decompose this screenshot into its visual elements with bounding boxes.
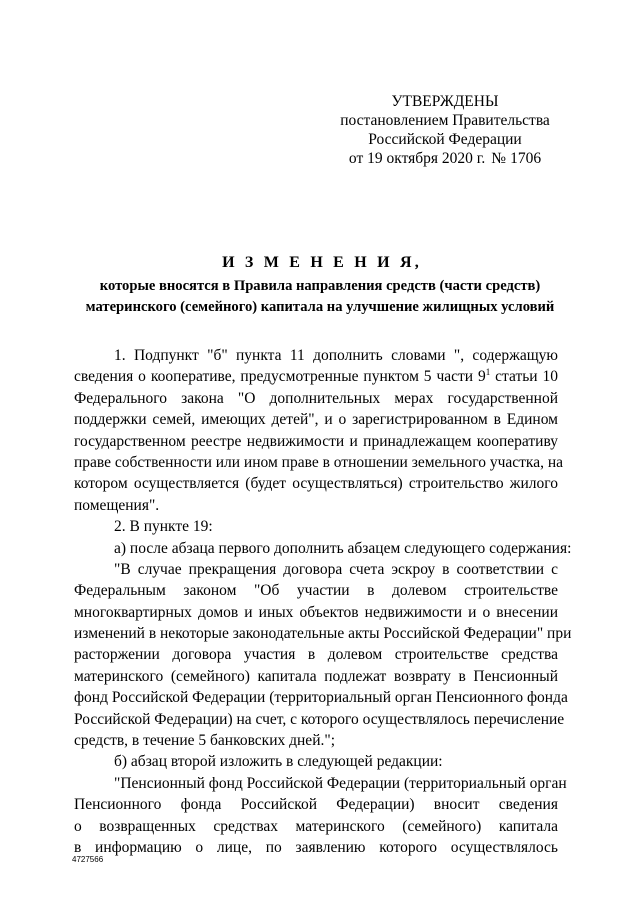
document-body xyxy=(74,345,572,858)
document-subtitle xyxy=(60,276,580,318)
body-line: фонд Российской Федерации (территориальный орган Пенсионного фонда xyxy=(74,689,568,707)
body-line: котором осуществляется (будет осуществляться) строительство жилого xyxy=(74,475,558,493)
body-line: материнского (семейного) капитала подлежат возврату в Пенсионный xyxy=(74,667,558,685)
subtitle-line: которые вносятся в Правила направления средств (части средств) xyxy=(99,278,541,294)
body-text: сведения о кооперативе, предусмотренные пунктом 5 части 9 xyxy=(74,368,486,386)
body-line: о возвращенных средствах материнского (семейного) капитала xyxy=(74,817,558,835)
body-line: праве собственности или ином праве в отношении земельного участка, на xyxy=(74,453,564,471)
body-line: поддержки семей, имеющих детей", и о зарегистрированном в Едином xyxy=(74,411,558,429)
body-line: государственном реестре недвижимости и принадлежащем кооперативу xyxy=(74,432,558,450)
body-line: а) после абзаца первого дополнить абзацем следующего содержания: xyxy=(114,539,572,557)
document-title: И З М Е Н Е Н И Я, xyxy=(222,254,422,271)
approval-date: от 19 октября 2020 г. xyxy=(348,150,486,167)
body-line: помещения". xyxy=(74,496,160,514)
subtitle-line: материнского (семейного) капитала на улучшение жилищных условий xyxy=(85,299,555,315)
approval-date-line xyxy=(340,149,550,168)
body-line: Российской Федерации) на счет, с которого осуществлялось перечисление xyxy=(74,710,565,728)
body-line xyxy=(74,366,558,387)
body-line: 2. В пункте 19: xyxy=(114,518,213,536)
body-line: 1. Подпункт "б" пункта 11 дополнить словами ", содержащую xyxy=(114,347,558,364)
body-line: расторжении договора участия в долевом строительстве средства xyxy=(74,646,558,664)
approval-line: постановлением Правительства xyxy=(340,112,550,129)
approval-stamp xyxy=(340,92,550,168)
body-line: многоквартирных домов и иных объектов недвижимости и о внесении xyxy=(74,603,558,621)
body-line: "Пенсионный фонд Российской Федерации (территориальный орган xyxy=(114,774,567,792)
approval-heading: УТВЕРЖДЕНЫ xyxy=(391,93,499,110)
body-line: б) абзац второй изложить в следующей редакции: xyxy=(114,753,443,771)
body-line: средств, в течение 5 банковских дней."; xyxy=(74,732,335,750)
approval-number: 1706 xyxy=(510,150,542,167)
number-sign: № xyxy=(491,150,507,167)
body-line: Федеральным законом "Об участии в долевом строительстве xyxy=(74,582,558,600)
body-line: Федерального закона "О дополнительных мерах государственной xyxy=(74,389,558,407)
body-text: статьи 10 xyxy=(490,368,558,386)
approval-line: Российской Федерации xyxy=(368,131,522,148)
body-line: изменений в некоторые законодательные акты Российской Федерации" при xyxy=(74,625,572,643)
superscript: 1 xyxy=(485,367,491,378)
body-line: Пенсионного фонда Российской Федерации) вносит сведения xyxy=(74,796,558,814)
body-line: "В случае прекращения договора счета эскроу в соответствии с xyxy=(114,560,558,578)
body-line: в информацию о лице, по заявлению которого осуществлялось xyxy=(74,838,558,856)
document-number: 4727566 xyxy=(72,855,104,864)
